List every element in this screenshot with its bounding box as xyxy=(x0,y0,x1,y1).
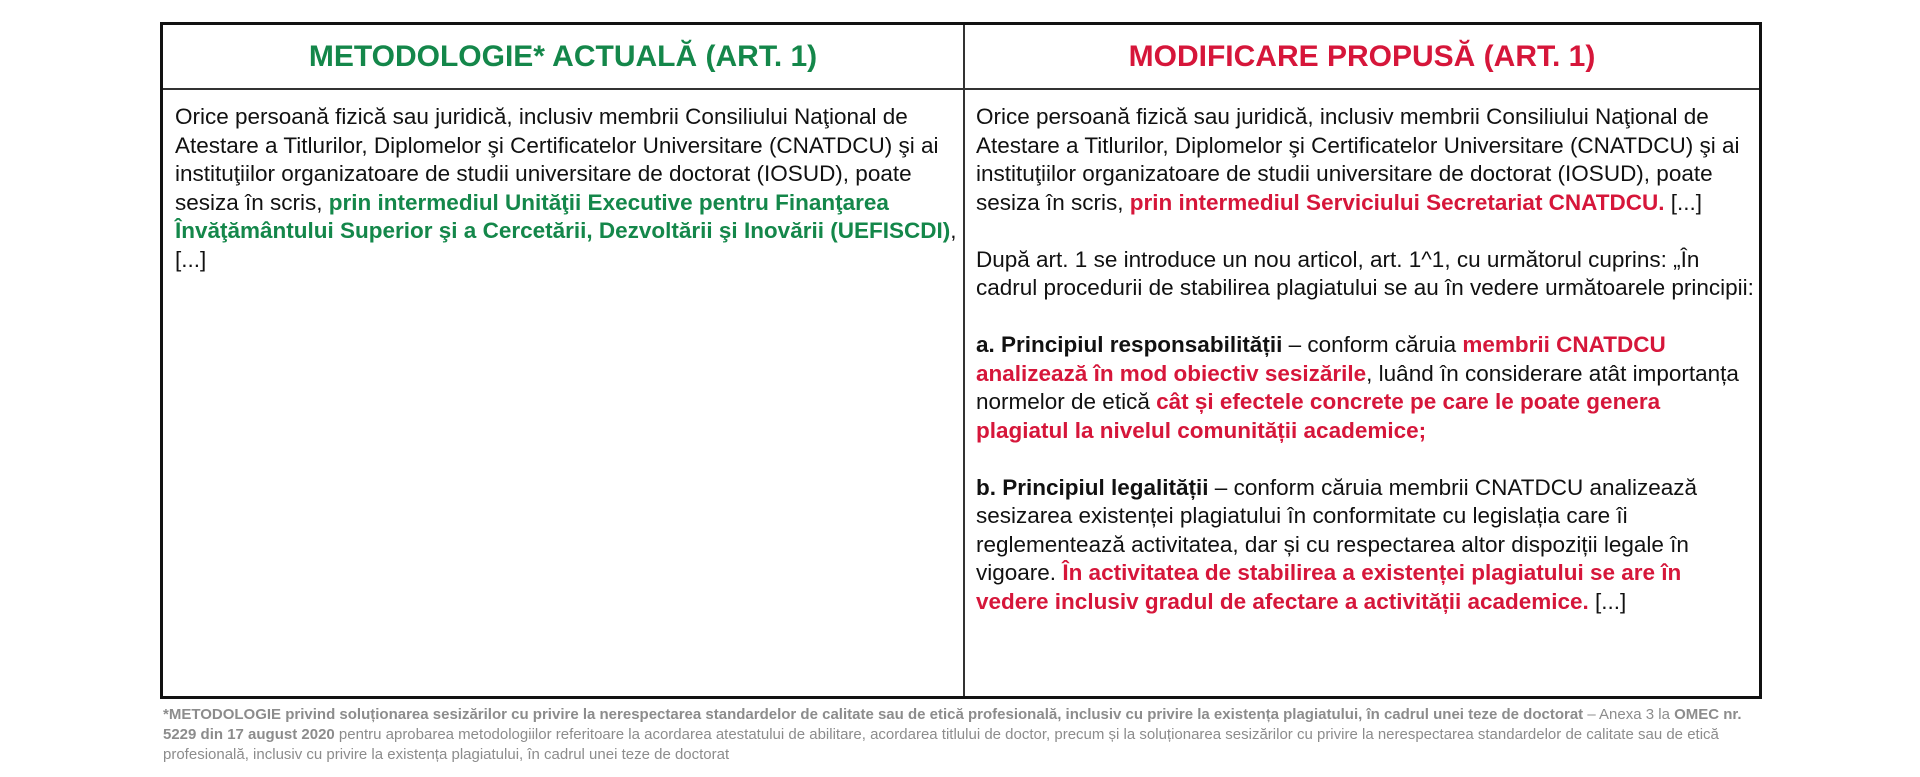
principle-a: a. Principiul responsabilității – conform căruia membrii CNATDCU analizează în mod obiectiv sesizările, luând în considerare atât importanța normelor de etică cât și efectele concrete pe care le poate genera plagiatul la nivelul comunității academice; xyxy=(976,332,1739,443)
current-methodology-cell xyxy=(175,103,960,274)
new-article-intro: După art. 1 se introduce un nou articol, art. 1^1, cu următorul cuprins: „În cadrul procedurii de stabilirea plagiatului se au în vedere următoarele principii: xyxy=(976,246,1754,300)
proposed-change-header: MODIFICARE PROPUSĂ (ART. 1) xyxy=(1128,39,1596,73)
footnote: *METODOLOGIE privind soluționarea sesizărilor cu privire la nerespectarea standardelor de calitate sau de etică profesională, inclusiv cu privire la existența plagiatului, în cadrul unei teze de doctorat – Anexa 3 la OMEC nr. 5229 din 17 august 2020 pentru aprobarea metodologiilor referitoare la acordarea atestatului de abilitare, acordarea titlului de doctor, precum și la soluționarea sesizărilor cu privire la nerespectarea standardelor de calitate sau de etică profesională, inclusiv cu privire la existența plagiatului, în cadrul unei teze de doctorat xyxy=(163,706,1742,763)
principle-a-title: a. Principiul responsabilității xyxy=(976,332,1283,357)
principle-b: b. Principiul legalității – conform căruia membrii CNATDCU analizează sesizarea existenței plagiatului în conformitate cu legislația care îi reglementează activitatea, dar și cu respectarea altor dispoziții legale în vigoare. În activitatea de stabilirea a existenței plagiatului se are în vedere inclusiv gradul de afectare a activității academice. [...] xyxy=(976,474,1698,614)
uefiscdi-highlight: prin intermediul Unităţii Executive pentru Finanţarea Învăţământului Superior şi a Cercetării, Dezvoltării şi Inovării (UEFISCDI) xyxy=(175,189,951,243)
proposed-change-cell xyxy=(976,103,1756,616)
principle-b-title: b. Principiul legalității xyxy=(976,474,1209,500)
secretariat-highlight: prin intermediul Serviciului Secretariat CNATDCU. xyxy=(1129,189,1665,215)
current-article-paragraph: Orice persoană fizică sau juridică, inclusiv membrii Consiliului Naţional de Atestare a Titlurilor, Diplomelor şi Certificatelor Universitare (CNATDCU) şi ai instituţiilor organizatoare de studii universitare de doctorat (IOSUD), poate sesiza în scris, prin intermediul Unităţii Executive pentru Finanţarea Învăţământului Superior şi a Cercetării, Dezvoltării şi Inovării (UEFISCDI), [...] xyxy=(175,104,957,272)
proposed-article-paragraph: Orice persoană fizică sau juridică, inclusiv membrii Consiliului Naţional de Atestare a Titlurilor, Diplomelor şi Certificatelor Universitare (CNATDCU) şi ai instituţiilor organizatoare de studii universitare de doctorat (IOSUD), poate sesiza în scris, prin intermediul Serviciului Secretariat CNATDCU. [...] xyxy=(976,104,1740,215)
column-divider xyxy=(963,25,965,696)
current-methodology-header: METODOLOGIE* ACTUALĂ (ART. 1) xyxy=(308,39,818,73)
header-divider xyxy=(163,88,1759,90)
comparison-table xyxy=(160,22,1762,699)
